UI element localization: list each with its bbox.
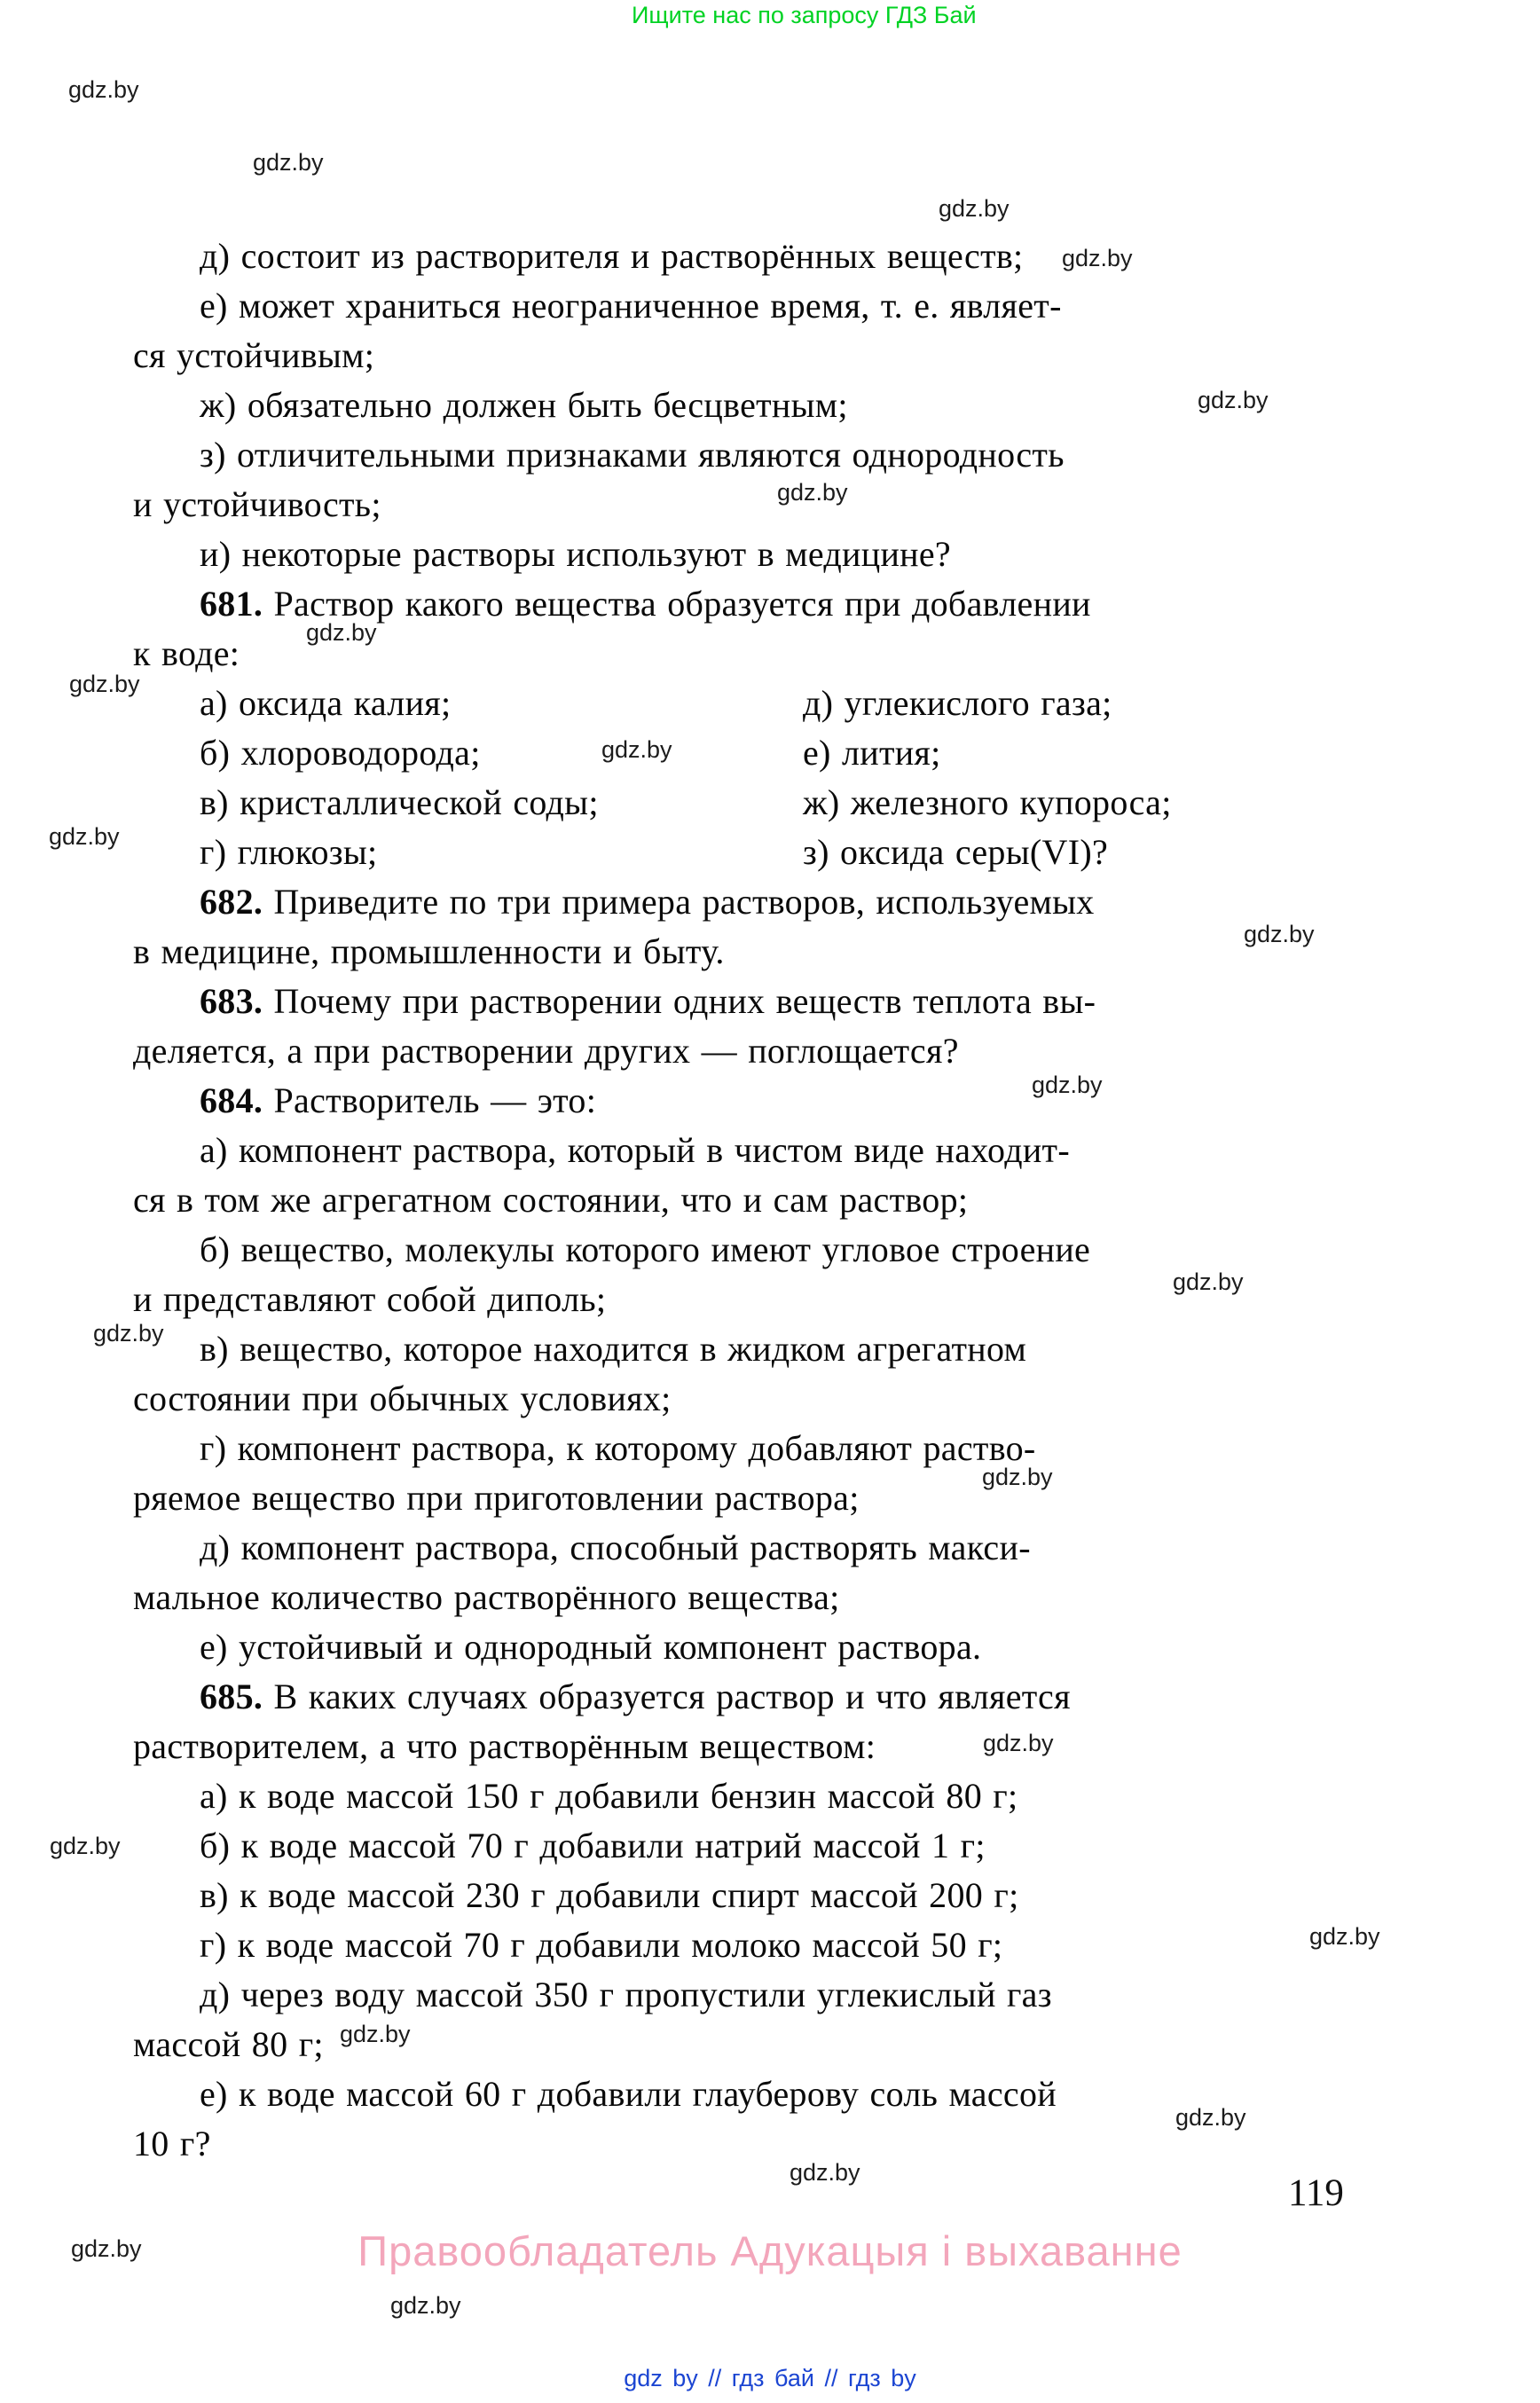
gdz-watermark: gdz.by [49, 823, 120, 850]
text-line: деляется, а при растворении других — поглощается? [133, 1031, 959, 1071]
text-line: и) некоторые растворы используют в медицине? [200, 534, 951, 574]
text-line: состоянии при обычных условиях; [133, 1378, 672, 1418]
text-line: з) отличительными признаками являются однородность [200, 435, 1065, 475]
text-line: г) глюкозы; [200, 832, 378, 872]
text-line: д) углекислого газа; [803, 683, 1112, 723]
text-line: г) к воде массой 70 г добавили молоко массой 50 г; [200, 1925, 1003, 1965]
text-line: и представляют собой диполь; [133, 1279, 607, 1319]
problem-number: 684. [200, 1080, 263, 1120]
gdz-watermark: gdz.by [1198, 387, 1269, 413]
text-line: ся в том же агрегатном состоянии, что и сам раствор; [133, 1180, 969, 1220]
text-line: 10 г? [133, 2124, 211, 2163]
gdz-watermark: gdz.by [1175, 2104, 1246, 2131]
text-line: д) компонент раствора, способный растворять макси- [200, 1527, 1031, 1567]
gdz-watermark: gdz.by [1032, 1072, 1103, 1098]
problem-number: 685. [200, 1677, 263, 1716]
gdz-watermark: gdz.by [93, 1320, 164, 1347]
text-line: ряемое вещество при приготовлении раствора; [133, 1478, 860, 1518]
gdz-watermark: gdz.by [306, 619, 377, 646]
promo-banner: Ищите нас по запросу ГДЗ Бай [632, 2, 977, 28]
text-line: е) к воде массой 60 г добавили глауберову соль массой [200, 2074, 1057, 2114]
text-line: е) может храниться неограниченное время, т. е. являет- [200, 286, 1062, 326]
text-line: д) через воду массой 350 г пропустили углекислый газ [200, 1975, 1052, 2014]
text-line: в) вещество, которое находится в жидком агрегатном [200, 1329, 1027, 1369]
text-line: д) состоит из растворителя и растворённых веществ; [200, 236, 1024, 276]
gdz-watermark: gdz.by [1244, 921, 1315, 947]
problem-line: 681. Раствор какого вещества образуется при добавлении [200, 584, 1091, 624]
problem-number: 681. [200, 584, 263, 624]
text-line: в) кристаллической соды; [200, 782, 599, 822]
text-line: растворителем, а что растворённым веществом: [133, 1726, 876, 1766]
text-line: массой 80 г; [133, 2024, 324, 2064]
text-line: к воде: [133, 633, 240, 673]
problem-number: 683. [200, 981, 263, 1021]
text-line: в) к воде массой 230 г добавили спирт массой 200 г; [200, 1875, 1019, 1915]
text-line: б) к воде массой 70 г добавили натрий массой 1 г; [200, 1826, 986, 1865]
gdz-watermark: gdz.by [50, 1833, 121, 1859]
gdz-watermark: gdz.by [777, 479, 848, 506]
gdz-watermark: gdz.by [939, 195, 1010, 222]
problem-number: 682. [200, 882, 263, 922]
gdz-watermark: gdz.by [790, 2159, 860, 2186]
text-line: ж) обязательно должен быть бесцветным; [200, 385, 848, 425]
gdz-watermark: gdz.by [1309, 1923, 1380, 1950]
text-line: г) компонент раствора, к которому добавляют раство- [200, 1428, 1036, 1468]
gdz-watermark: gdz.by [340, 2021, 411, 2047]
problem-line: 683. Почему при растворении одних веществ теплота вы- [200, 981, 1096, 1021]
problem-line: 685. В каких случаях образуется раствор и что является [200, 1677, 1071, 1716]
text-line: е) лития; [803, 733, 941, 773]
gdz-watermark: gdz.by [1173, 1268, 1244, 1295]
gdz-watermark: gdz.by [983, 1730, 1054, 1756]
gdz-watermark: gdz.by [69, 671, 140, 697]
problem-line: 684. Растворитель — это: [200, 1080, 597, 1120]
text-line: в медицине, промышленности и быту. [133, 931, 725, 971]
footer-links[interactable]: gdz by // гдз бай // гдз by [624, 2365, 916, 2391]
text-line: мальное количество растворённого вещества; [133, 1577, 840, 1617]
text-line: а) оксида калия; [200, 683, 452, 723]
text-line: и устойчивость; [133, 484, 381, 524]
gdz-watermark: gdz.by [982, 1464, 1053, 1490]
text-line: а) компонент раствора, который в чистом виде находит- [200, 1130, 1070, 1170]
copyright-notice: Правообладатель Адукацыя і выхаванне [358, 2227, 1182, 2274]
gdz-watermark: gdz.by [390, 2292, 461, 2319]
text-line: е) устойчивый и однородный компонент раствора. [200, 1627, 982, 1667]
gdz-watermark: gdz.by [1062, 245, 1133, 271]
text-line: б) вещество, молекулы которого имеют угловое строение [200, 1229, 1091, 1269]
gdz-watermark: gdz.by [601, 736, 672, 763]
gdz-watermark: gdz.by [253, 149, 324, 176]
text-line: ся устойчивым; [133, 335, 375, 375]
gdz-watermark: gdz.by [68, 76, 139, 103]
text-line: а) к воде массой 150 г добавили бензин массой 80 г; [200, 1776, 1018, 1816]
problem-line: 682. Приведите по три примера растворов, используемых [200, 882, 1095, 922]
text-line: б) хлороводорода; [200, 733, 481, 773]
text-line: з) оксида серы(VI)? [803, 832, 1108, 872]
page-number: 119 [1288, 2172, 1344, 2214]
text-line: ж) железного купороса; [803, 782, 1172, 822]
gdz-watermark: gdz.by [71, 2235, 142, 2262]
